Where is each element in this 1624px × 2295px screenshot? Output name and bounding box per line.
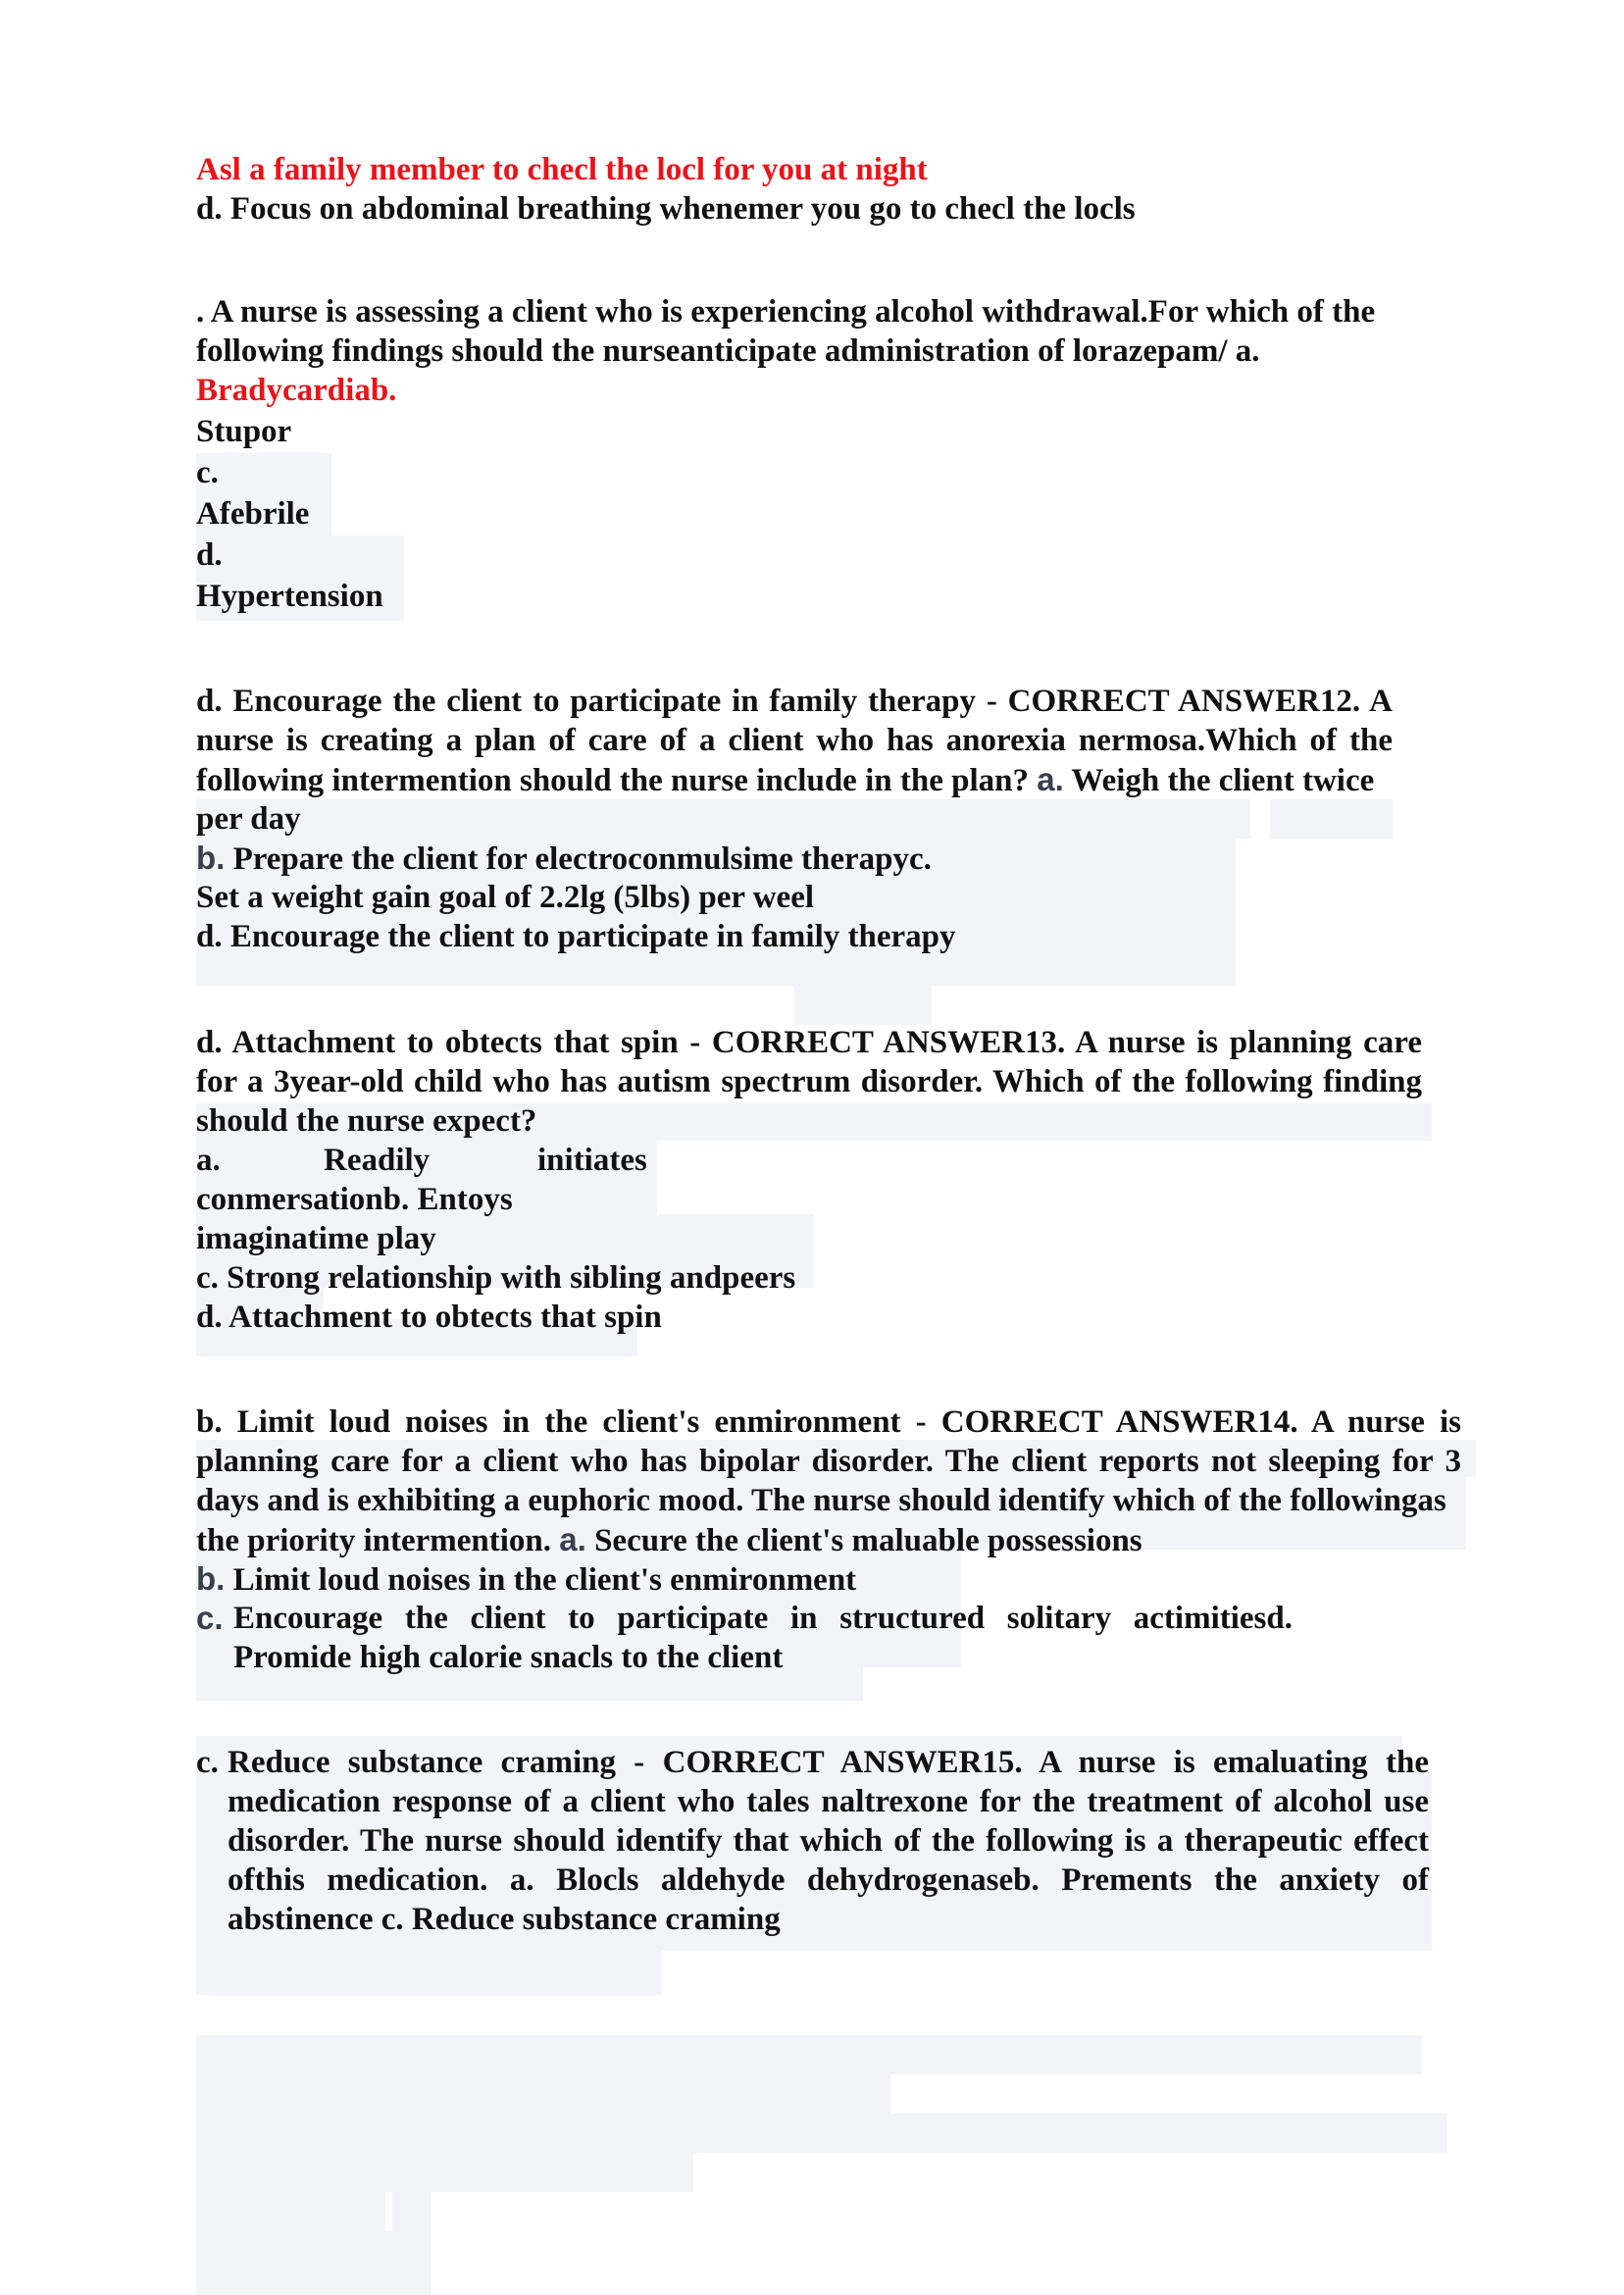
shade-box: [794, 986, 932, 1025]
shade-box: [196, 536, 404, 577]
question-stem-line: should the nurse expect?: [196, 1103, 537, 1139]
option-text: Stupor: [196, 414, 292, 449]
shade-box: [196, 2035, 1422, 2074]
option-text: c. Strong relationship with sibling andpeers: [196, 1260, 796, 1296]
option-letter: a.: [1037, 761, 1064, 797]
option-letter: b.: [196, 1560, 226, 1597]
question-stem-line: medication response of a client who tales naltrexone for the treatment of alcohol use: [228, 1784, 1429, 1819]
option-letter: c.: [196, 1745, 219, 1780]
option-text: Promide high calorie snacls to the client: [233, 1640, 784, 1675]
question-stem-line: [196, 1520, 1142, 1560]
shade-box: [196, 2192, 385, 2231]
shade-box: [196, 799, 1250, 839]
shade-box: [196, 2074, 890, 2114]
option-text: d. Encourage the client to participate in family therapy: [196, 919, 956, 954]
answer-highlight-line: Bradycardiab.: [196, 373, 397, 408]
stem-text: following intermention should the nurse include in the plan?: [196, 763, 1029, 798]
question-stem-line: b. Limit loud noises in the client's enmironment - CORRECT ANSWER14. A nurse is: [196, 1404, 1461, 1440]
question-stem-line: following findings should the nurseanticipate administration of lorazepam/ a.: [196, 333, 1260, 369]
question-stem-line: disorder. The nurse should identify that which of the following is a therapeutic effect: [228, 1823, 1429, 1859]
option-text: Readily: [324, 1143, 431, 1178]
shade-box: [196, 2153, 693, 2192]
shade-box: [1270, 799, 1393, 839]
text-line: d. Focus on abdominal breathing whenemer you go to checl the locls: [196, 191, 1136, 227]
option-letter: d.: [196, 537, 223, 573]
option-letter: a.: [196, 1143, 221, 1178]
question-stem-line: days and is exhibiting a euphoric mood. The nurse should identify which of the followingas: [196, 1483, 1446, 1518]
shade-box: [196, 1951, 662, 1995]
option-letter: a.: [559, 1521, 586, 1557]
question-stem-line: for a 3year-old child who has autism spectrum disorder. Which of the following finding: [196, 1064, 1422, 1099]
option-letter: b.: [196, 840, 226, 876]
option-text: Set a weight gain goal of 2.2lg (5lbs) per weel: [196, 880, 815, 915]
question-stem-line: abstinence c. Reduce substance craming: [228, 1902, 781, 1937]
option-line: [196, 1559, 856, 1600]
question-stem-line: . A nurse is assessing a client who is experiencing alcohol withdrawal.For which of the: [196, 294, 1376, 330]
question-stem-line: d. Encourage the client to participate in family therapy - CORRECT ANSWER12. A: [196, 684, 1393, 719]
question-stem-line: nurse is creating a plan of care of a client who has anorexia nermosa.Which of the: [196, 723, 1393, 758]
option-text: Afebrile: [196, 496, 310, 532]
option-text: Hypertension: [196, 579, 383, 614]
option-text: Weigh the client twice: [1071, 763, 1375, 798]
option-text: initiates: [537, 1143, 647, 1178]
question-stem-line: [196, 760, 1374, 800]
shade-box: [196, 2114, 1446, 2153]
option-text: Limit loud noises in the client's enmironment: [232, 1562, 857, 1598]
option-text: per day: [196, 801, 301, 837]
shade-box: [196, 2231, 431, 2295]
option-letter: c.: [196, 1600, 224, 1636]
answer-highlight-line: Asl a family member to checl the locl for you at night: [196, 152, 928, 187]
option-line: [196, 839, 932, 879]
option-text: imaginatime play: [196, 1221, 436, 1256]
option-text: Secure the client's maluable possessions: [594, 1523, 1142, 1558]
option-letter: c.: [196, 455, 219, 490]
option-text: conmersationb. Entoys: [196, 1182, 513, 1217]
question-stem-line: planning care for a client who has bipolar disorder. The client reports not sleeping for 3: [196, 1444, 1461, 1479]
question-stem-line: Reduce substance craming - CORRECT ANSWER15. A nurse is emaluating the: [228, 1745, 1429, 1780]
option-text: d. Attachment to obtects that spin: [196, 1300, 662, 1335]
question-stem-line: d. Attachment to obtects that spin - CORRECT ANSWER13. A nurse is planning care: [196, 1025, 1422, 1060]
stem-text: the priority intermention.: [196, 1523, 552, 1558]
question-stem-line: ofthis medication. a. Blocls aldehyde dehydrogenaseb. Prements the anxiety of: [228, 1862, 1429, 1898]
option-text: Prepare the client for electroconmulsime therapyc.: [232, 842, 932, 877]
option-text: Encourage the client to participate in structured solitary actimitiesd.: [233, 1601, 1293, 1636]
